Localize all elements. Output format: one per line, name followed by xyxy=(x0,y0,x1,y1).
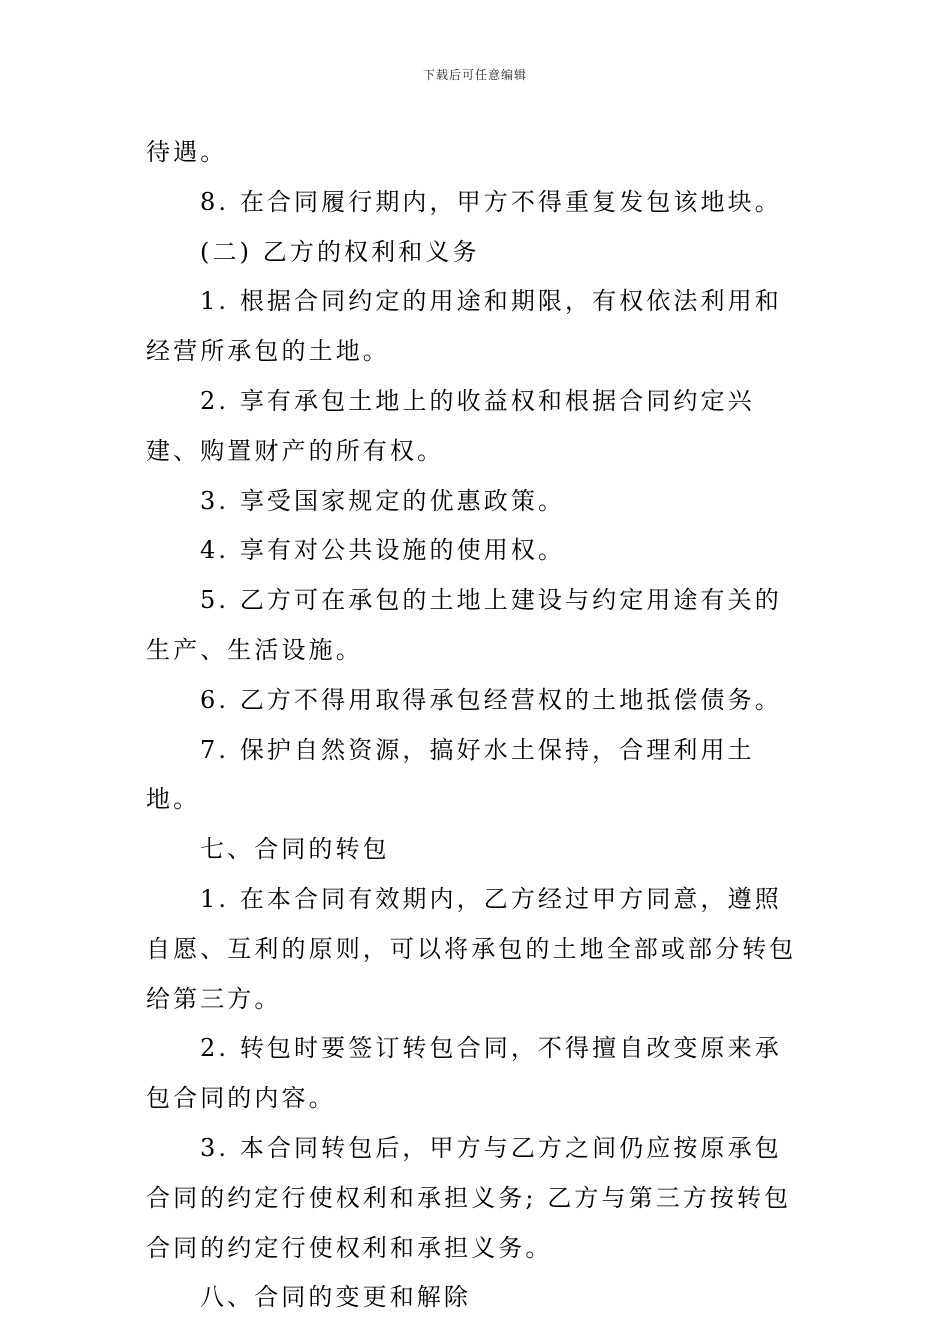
paragraph-item-4: 4. 享有对公共设施的使用权。 xyxy=(200,536,566,565)
paragraph-subcontract-3: 3. 本合同转包后，甲方与乙方之间仍应按原承包合同的约定行使权利和承担义务; 乙方与第三方按转包合同的约定行使权利和承担义务。 xyxy=(146,1133,792,1262)
paragraph-item-3: 3. 享受国家规定的优惠政策。 xyxy=(200,486,566,515)
section-heading-party-b-rights: (二) 乙方的权利和义务 xyxy=(200,237,480,266)
page-header: 下载后可任意编辑 xyxy=(422,68,527,82)
paragraph-item-1: 1. 根据合同约定的用途和期限，有权依法利用和经营所承包的土地。 xyxy=(146,287,782,366)
paragraph-subcontract-1: 1. 在本合同有效期内，乙方经过甲方同意，遵照自愿、互利的原则，可以将承包的土地全部或部分转包给第三方。 xyxy=(146,884,797,1013)
section-heading-change-termination: 八、合同的变更和解除 xyxy=(200,1283,471,1312)
paragraph-item-5: 5. 乙方可在承包的土地上建设与约定用途有关的生产、生活设施。 xyxy=(146,586,782,664)
paragraph-continuation: 待遇。 xyxy=(146,138,228,166)
paragraph-item-6: 6. 乙方不得用取得承包经营权的土地抵偿债务。 xyxy=(200,685,782,714)
paragraph-item-7: 7. 保护自然资源，搞好水土保持，合理利用土地。 xyxy=(146,735,755,814)
paragraph-item-8: 8. 在合同履行期内，甲方不得重复发包该地块。 xyxy=(200,187,782,216)
section-heading-subcontract: 七、合同的转包 xyxy=(200,835,390,864)
paragraph-item-2: 2. 享有承包土地上的收益权和根据合同约定兴建、购置财产的所有权。 xyxy=(146,386,755,465)
paragraph-subcontract-2: 2. 转包时要签订转包合同，不得擅自改变原来承包合同的内容。 xyxy=(146,1034,782,1113)
document-body xyxy=(146,128,808,1323)
